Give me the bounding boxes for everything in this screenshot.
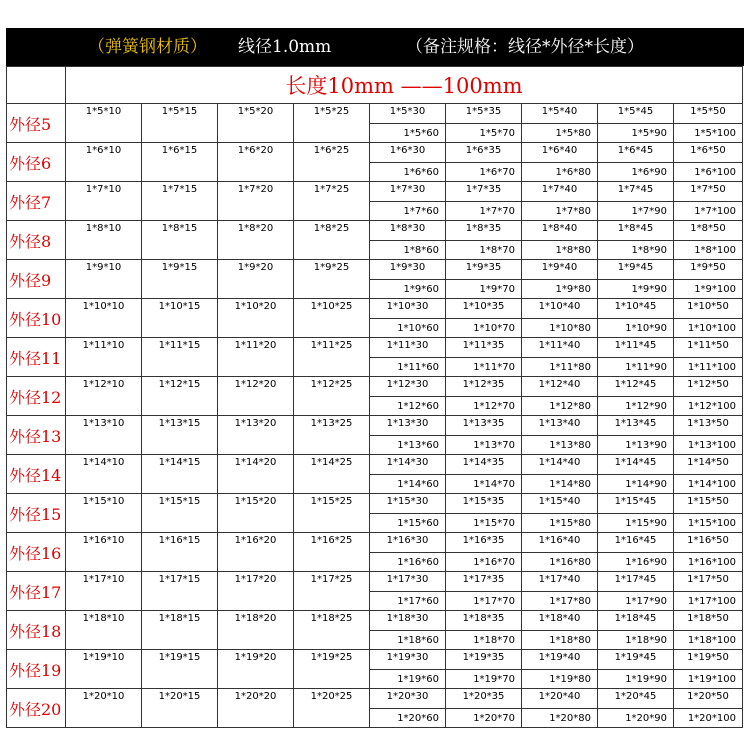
outer-diameter-label: 外径9 — [7, 260, 66, 299]
spec-cell: 1*5*10 — [66, 104, 142, 143]
spec-cell: 1*9*60 — [370, 280, 446, 299]
spec-cell: 1*17*80 — [522, 592, 598, 611]
spec-table — [6, 66, 743, 728]
spec-cell: 1*18*90 — [598, 631, 674, 650]
spec-cell: 1*16*25 — [294, 533, 370, 572]
outer-diameter-label: 外径16 — [7, 533, 66, 572]
spec-cell: 1*10*70 — [446, 319, 522, 338]
spec-cell: 1*16*90 — [598, 553, 674, 572]
spec-cell: 1*17*40 — [522, 572, 598, 592]
spec-cell: 1*8*70 — [446, 241, 522, 260]
length-header-row — [7, 67, 743, 104]
spec-cell: 1*8*90 — [598, 241, 674, 260]
spec-cell: 1*5*70 — [446, 124, 522, 143]
spec-cell: 1*8*40 — [522, 221, 598, 241]
spec-cell: 1*10*35 — [446, 299, 522, 319]
spec-cell: 1*16*10 — [66, 533, 142, 572]
spec-cell: 1*18*30 — [370, 611, 446, 631]
spec-cell: 1*18*70 — [446, 631, 522, 650]
spec-cell: 1*5*20 — [218, 104, 294, 143]
spec-cell: 1*14*90 — [598, 475, 674, 494]
outer-diameter-row — [7, 689, 743, 709]
outer-diameter-label: 外径11 — [7, 338, 66, 377]
corner-cell — [7, 67, 66, 104]
spec-cell: 1*14*60 — [370, 475, 446, 494]
outer-diameter-label: 外径17 — [7, 572, 66, 611]
spec-cell: 1*8*45 — [598, 221, 674, 241]
spec-cell: 1*14*25 — [294, 455, 370, 494]
spec-cell: 1*18*15 — [142, 611, 218, 650]
spec-cell: 1*6*15 — [142, 143, 218, 182]
material-label: （弹簧钢材质） — [88, 37, 207, 57]
spec-cell: 1*7*90 — [598, 202, 674, 221]
spec-cell: 1*15*35 — [446, 494, 522, 514]
spec-cell: 1*11*40 — [522, 338, 598, 358]
spec-cell: 1*19*50 — [674, 650, 743, 670]
spec-cell: 1*9*35 — [446, 260, 522, 280]
spec-cell: 1*7*10 — [66, 182, 142, 221]
outer-diameter-label: 外径13 — [7, 416, 66, 455]
spec-cell: 1*19*45 — [598, 650, 674, 670]
spec-cell: 1*19*25 — [294, 650, 370, 689]
spec-cell: 1*20*35 — [446, 689, 522, 709]
spec-cell: 1*14*30 — [370, 455, 446, 475]
spec-cell: 1*5*50 — [674, 104, 743, 124]
spec-cell: 1*9*30 — [370, 260, 446, 280]
spec-cell: 1*11*70 — [446, 358, 522, 377]
spec-cell: 1*13*10 — [66, 416, 142, 455]
spec-cell: 1*5*25 — [294, 104, 370, 143]
outer-diameter-row — [7, 104, 743, 124]
outer-diameter-row — [7, 221, 743, 241]
spec-cell: 1*18*20 — [218, 611, 294, 650]
spec-cell: 1*10*10 — [66, 299, 142, 338]
spec-cell: 1*6*45 — [598, 143, 674, 163]
spec-cell: 1*20*60 — [370, 709, 446, 728]
spec-cell: 1*11*100 — [674, 358, 743, 377]
outer-diameter-label: 外径6 — [7, 143, 66, 182]
spec-cell: 1*13*45 — [598, 416, 674, 436]
spec-cell: 1*16*30 — [370, 533, 446, 553]
spec-cell: 1*7*100 — [674, 202, 743, 221]
spec-cell: 1*8*30 — [370, 221, 446, 241]
spec-cell: 1*11*50 — [674, 338, 743, 358]
spec-cell: 1*7*20 — [218, 182, 294, 221]
spec-cell: 1*14*50 — [674, 455, 743, 475]
spec-cell: 1*6*80 — [522, 163, 598, 182]
spec-cell: 1*16*20 — [218, 533, 294, 572]
spec-cell: 1*17*20 — [218, 572, 294, 611]
spec-cell: 1*6*100 — [674, 163, 743, 182]
spec-cell: 1*5*60 — [370, 124, 446, 143]
spec-cell: 1*20*15 — [142, 689, 218, 728]
wire-diameter-label: 线径1.0mm — [238, 37, 332, 57]
spec-cell: 1*5*100 — [674, 124, 743, 143]
spec-cell: 1*14*70 — [446, 475, 522, 494]
spec-cell: 1*18*45 — [598, 611, 674, 631]
spec-cell: 1*18*10 — [66, 611, 142, 650]
spec-format-note: （备注规格：线径*外径*长度） — [406, 37, 644, 57]
spec-cell: 1*12*60 — [370, 397, 446, 416]
outer-diameter-row — [7, 143, 743, 163]
spec-cell: 1*9*80 — [522, 280, 598, 299]
spec-cell: 1*17*30 — [370, 572, 446, 592]
spec-cell: 1*5*45 — [598, 104, 674, 124]
spec-cell: 1*13*70 — [446, 436, 522, 455]
spec-cell: 1*12*35 — [446, 377, 522, 397]
spec-cell: 1*6*20 — [218, 143, 294, 182]
spec-cell: 1*9*70 — [446, 280, 522, 299]
spec-cell: 1*15*10 — [66, 494, 142, 533]
spec-cell: 1*15*25 — [294, 494, 370, 533]
spec-cell: 1*8*100 — [674, 241, 743, 260]
spec-cell: 1*16*35 — [446, 533, 522, 553]
spec-cell: 1*7*70 — [446, 202, 522, 221]
spec-cell: 1*14*15 — [142, 455, 218, 494]
spec-cell: 1*11*35 — [446, 338, 522, 358]
spec-cell: 1*7*80 — [522, 202, 598, 221]
spec-cell: 1*20*20 — [218, 689, 294, 728]
spec-cell: 1*17*35 — [446, 572, 522, 592]
spec-cell: 1*17*60 — [370, 592, 446, 611]
spec-cell: 1*11*20 — [218, 338, 294, 377]
outer-diameter-label: 外径19 — [7, 650, 66, 689]
spec-cell: 1*7*60 — [370, 202, 446, 221]
outer-diameter-label: 外径7 — [7, 182, 66, 221]
spec-cell: 1*13*25 — [294, 416, 370, 455]
outer-diameter-label: 外径20 — [7, 689, 66, 728]
spec-cell: 1*6*25 — [294, 143, 370, 182]
spec-cell: 1*20*25 — [294, 689, 370, 728]
outer-diameter-row — [7, 338, 743, 358]
spec-cell: 1*15*100 — [674, 514, 743, 533]
spec-cell: 1*12*100 — [674, 397, 743, 416]
spec-cell: 1*8*15 — [142, 221, 218, 260]
spec-cell: 1*10*90 — [598, 319, 674, 338]
outer-diameter-row — [7, 650, 743, 670]
spec-cell: 1*8*20 — [218, 221, 294, 260]
spec-cell: 1*11*45 — [598, 338, 674, 358]
outer-diameter-label: 外径8 — [7, 221, 66, 260]
spec-cell: 1*18*35 — [446, 611, 522, 631]
spec-cell: 1*14*80 — [522, 475, 598, 494]
spec-cell: 1*14*45 — [598, 455, 674, 475]
spec-cell: 1*6*50 — [674, 143, 743, 163]
spec-cell: 1*20*40 — [522, 689, 598, 709]
outer-diameter-label: 外径15 — [7, 494, 66, 533]
spec-cell: 1*19*40 — [522, 650, 598, 670]
spec-cell: 1*5*30 — [370, 104, 446, 124]
spec-cell: 1*5*15 — [142, 104, 218, 143]
spec-cell: 1*8*80 — [522, 241, 598, 260]
spec-cell: 1*7*15 — [142, 182, 218, 221]
spec-cell: 1*11*60 — [370, 358, 446, 377]
spec-cell: 1*10*50 — [674, 299, 743, 319]
spec-cell: 1*13*15 — [142, 416, 218, 455]
spec-cell: 1*19*80 — [522, 670, 598, 689]
spec-cell: 1*9*45 — [598, 260, 674, 280]
outer-diameter-row — [7, 455, 743, 475]
spec-cell: 1*15*20 — [218, 494, 294, 533]
spec-cell: 1*19*10 — [66, 650, 142, 689]
spec-cell: 1*16*45 — [598, 533, 674, 553]
spec-cell: 1*9*100 — [674, 280, 743, 299]
spec-cell: 1*9*90 — [598, 280, 674, 299]
spec-cell: 1*13*80 — [522, 436, 598, 455]
spec-cell: 1*19*70 — [446, 670, 522, 689]
outer-diameter-row — [7, 416, 743, 436]
spec-cell: 1*19*30 — [370, 650, 446, 670]
spec-cell: 1*13*35 — [446, 416, 522, 436]
spec-cell: 1*17*100 — [674, 592, 743, 611]
spec-cell: 1*17*10 — [66, 572, 142, 611]
outer-diameter-row — [7, 611, 743, 631]
outer-diameter-label: 外径14 — [7, 455, 66, 494]
spec-cell: 1*7*30 — [370, 182, 446, 202]
spec-cell: 1*20*30 — [370, 689, 446, 709]
spec-cell: 1*5*90 — [598, 124, 674, 143]
spec-cell: 1*14*10 — [66, 455, 142, 494]
spec-cell: 1*5*35 — [446, 104, 522, 124]
spec-cell: 1*11*80 — [522, 358, 598, 377]
spec-cell: 1*10*30 — [370, 299, 446, 319]
spec-cell: 1*15*45 — [598, 494, 674, 514]
spec-cell: 1*20*45 — [598, 689, 674, 709]
outer-diameter-label: 外径5 — [7, 104, 66, 143]
spec-cell: 1*16*100 — [674, 553, 743, 572]
spec-cell: 1*15*50 — [674, 494, 743, 514]
spec-cell: 1*14*35 — [446, 455, 522, 475]
spec-cell: 1*20*70 — [446, 709, 522, 728]
spec-cell: 1*9*15 — [142, 260, 218, 299]
spec-cell: 1*16*15 — [142, 533, 218, 572]
spec-cell: 1*16*80 — [522, 553, 598, 572]
spec-cell: 1*11*10 — [66, 338, 142, 377]
spec-cell: 1*18*80 — [522, 631, 598, 650]
spec-cell: 1*12*40 — [522, 377, 598, 397]
spec-cell: 1*12*80 — [522, 397, 598, 416]
spec-cell: 1*17*90 — [598, 592, 674, 611]
spec-cell: 1*18*40 — [522, 611, 598, 631]
spec-cell: 1*20*100 — [674, 709, 743, 728]
spec-cell: 1*17*70 — [446, 592, 522, 611]
spec-cell: 1*14*40 — [522, 455, 598, 475]
spec-cell: 1*15*90 — [598, 514, 674, 533]
spec-cell: 1*18*100 — [674, 631, 743, 650]
spec-cell: 1*13*50 — [674, 416, 743, 436]
spec-cell: 1*6*60 — [370, 163, 446, 182]
spec-cell: 1*9*50 — [674, 260, 743, 280]
spec-cell: 1*7*45 — [598, 182, 674, 202]
spec-cell: 1*9*40 — [522, 260, 598, 280]
spec-cell: 1*15*70 — [446, 514, 522, 533]
outer-diameter-row — [7, 572, 743, 592]
spec-cell: 1*13*30 — [370, 416, 446, 436]
spec-cell: 1*15*80 — [522, 514, 598, 533]
spec-cell: 1*6*90 — [598, 163, 674, 182]
outer-diameter-row — [7, 533, 743, 553]
spec-cell: 1*12*90 — [598, 397, 674, 416]
spec-cell: 1*17*45 — [598, 572, 674, 592]
spec-cell: 1*9*20 — [218, 260, 294, 299]
spec-cell: 1*20*80 — [522, 709, 598, 728]
spec-cell: 1*7*25 — [294, 182, 370, 221]
spec-cell: 1*10*60 — [370, 319, 446, 338]
spec-cell: 1*12*10 — [66, 377, 142, 416]
spec-cell: 1*7*35 — [446, 182, 522, 202]
spec-cell: 1*10*20 — [218, 299, 294, 338]
spec-cell: 1*11*30 — [370, 338, 446, 358]
spec-header-bar — [6, 28, 744, 66]
spec-cell: 1*20*90 — [598, 709, 674, 728]
spec-cell: 1*17*15 — [142, 572, 218, 611]
spec-cell: 1*14*100 — [674, 475, 743, 494]
spec-cell: 1*20*50 — [674, 689, 743, 709]
spec-cell: 1*17*25 — [294, 572, 370, 611]
spec-cell: 1*13*90 — [598, 436, 674, 455]
spec-cell: 1*8*35 — [446, 221, 522, 241]
spec-cell: 1*19*90 — [598, 670, 674, 689]
spec-cell: 1*6*40 — [522, 143, 598, 163]
spec-cell: 1*8*60 — [370, 241, 446, 260]
spec-cell: 1*12*30 — [370, 377, 446, 397]
outer-diameter-row — [7, 260, 743, 280]
spec-cell: 1*10*15 — [142, 299, 218, 338]
spec-cell: 1*16*60 — [370, 553, 446, 572]
spec-cell: 1*13*40 — [522, 416, 598, 436]
outer-diameter-row — [7, 377, 743, 397]
spec-cell: 1*12*70 — [446, 397, 522, 416]
outer-diameter-row — [7, 299, 743, 319]
spec-cell: 1*12*20 — [218, 377, 294, 416]
spec-cell: 1*6*30 — [370, 143, 446, 163]
spec-cell: 1*8*50 — [674, 221, 743, 241]
spec-cell: 1*19*60 — [370, 670, 446, 689]
spec-cell: 1*12*45 — [598, 377, 674, 397]
outer-diameter-label: 外径18 — [7, 611, 66, 650]
spec-cell: 1*8*10 — [66, 221, 142, 260]
spec-cell: 1*11*15 — [142, 338, 218, 377]
spec-cell: 1*10*45 — [598, 299, 674, 319]
spec-cell: 1*18*25 — [294, 611, 370, 650]
spec-cell: 1*14*20 — [218, 455, 294, 494]
spec-cell: 1*18*50 — [674, 611, 743, 631]
spec-cell: 1*7*50 — [674, 182, 743, 202]
spec-cell: 1*10*40 — [522, 299, 598, 319]
spec-cell: 1*6*10 — [66, 143, 142, 182]
outer-diameter-label: 外径12 — [7, 377, 66, 416]
spec-cell: 1*20*10 — [66, 689, 142, 728]
spec-cell: 1*16*40 — [522, 533, 598, 553]
spec-cell: 1*16*50 — [674, 533, 743, 553]
spec-cell: 1*19*100 — [674, 670, 743, 689]
spec-cell: 1*18*60 — [370, 631, 446, 650]
spec-cell: 1*15*60 — [370, 514, 446, 533]
spec-cell: 1*16*70 — [446, 553, 522, 572]
spec-cell: 1*9*25 — [294, 260, 370, 299]
spec-cell: 1*10*80 — [522, 319, 598, 338]
spec-cell: 1*15*30 — [370, 494, 446, 514]
spec-cell: 1*10*25 — [294, 299, 370, 338]
spec-table-container — [6, 66, 743, 728]
spec-cell: 1*19*15 — [142, 650, 218, 689]
spec-cell: 1*13*100 — [674, 436, 743, 455]
spec-cell: 1*19*35 — [446, 650, 522, 670]
spec-cell: 1*13*60 — [370, 436, 446, 455]
outer-diameter-row — [7, 494, 743, 514]
length-range-heading: 长度10mm ——100mm — [66, 67, 743, 104]
spec-cell: 1*15*15 — [142, 494, 218, 533]
spec-cell: 1*6*35 — [446, 143, 522, 163]
spec-cell: 1*7*40 — [522, 182, 598, 202]
spec-cell: 1*13*20 — [218, 416, 294, 455]
spec-cell: 1*12*15 — [142, 377, 218, 416]
outer-diameter-label: 外径10 — [7, 299, 66, 338]
spec-cell: 1*12*25 — [294, 377, 370, 416]
spec-cell: 1*17*50 — [674, 572, 743, 592]
spec-cell: 1*6*70 — [446, 163, 522, 182]
spec-cell: 1*10*100 — [674, 319, 743, 338]
spec-cell: 1*11*25 — [294, 338, 370, 377]
spec-cell: 1*12*50 — [674, 377, 743, 397]
outer-diameter-row — [7, 182, 743, 202]
spec-cell: 1*5*40 — [522, 104, 598, 124]
spec-cell: 1*5*80 — [522, 124, 598, 143]
spec-cell: 1*15*40 — [522, 494, 598, 514]
spec-cell: 1*19*20 — [218, 650, 294, 689]
spec-cell: 1*11*90 — [598, 358, 674, 377]
spec-cell: 1*8*25 — [294, 221, 370, 260]
spec-cell: 1*9*10 — [66, 260, 142, 299]
